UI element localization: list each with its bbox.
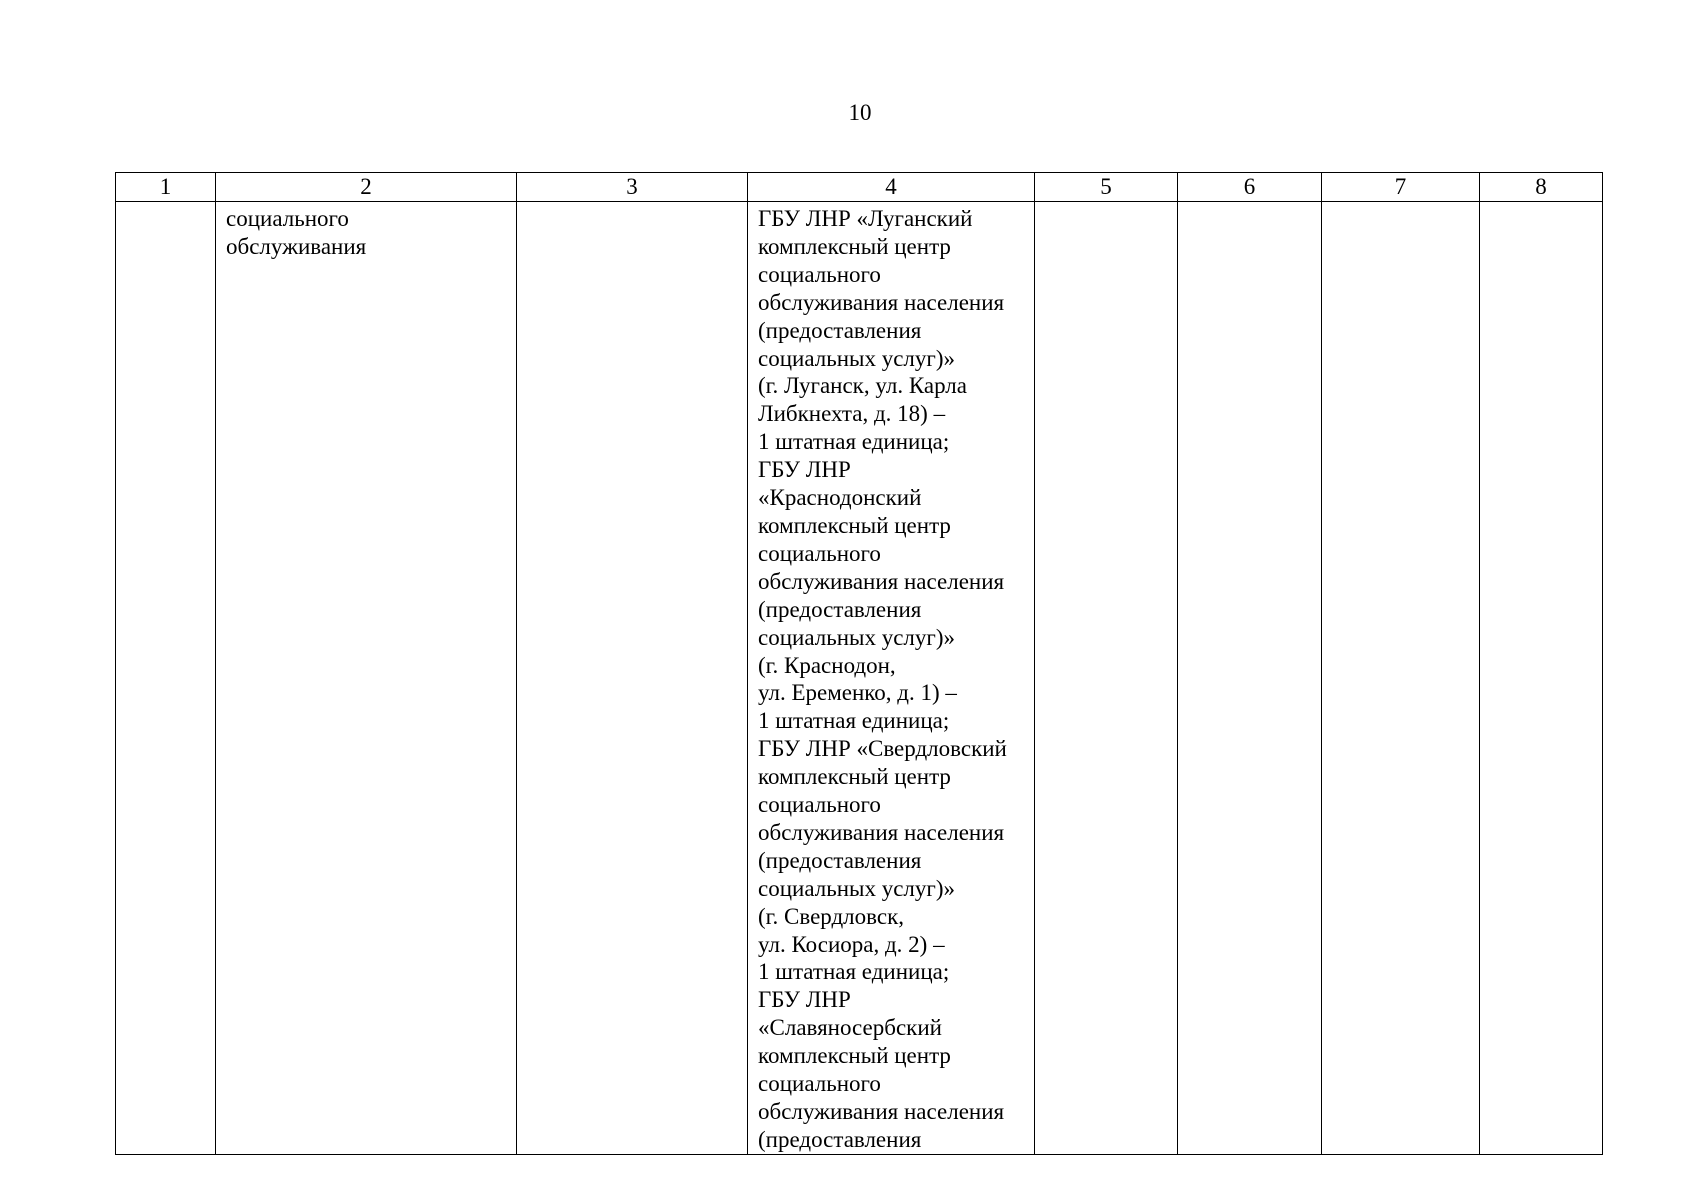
column-header-5: 5 bbox=[1035, 173, 1178, 202]
cell-text-col5 bbox=[1035, 202, 1177, 205]
column-header-1: 1 bbox=[116, 173, 216, 202]
column-header-3: 3 bbox=[517, 173, 748, 202]
table-cell-col6 bbox=[1178, 202, 1322, 1155]
cell-text-col7 bbox=[1322, 202, 1479, 205]
cell-text-col2: социального обслуживания bbox=[226, 206, 367, 259]
cell-text-col3 bbox=[517, 202, 747, 205]
column-header-7: 7 bbox=[1322, 173, 1480, 202]
table-row bbox=[116, 202, 1603, 1155]
column-header-8: 8 bbox=[1480, 173, 1603, 202]
table-cell-col4 bbox=[748, 202, 1035, 1155]
table-cell-col5 bbox=[1035, 202, 1178, 1155]
column-header-2: 2 bbox=[216, 173, 517, 202]
table-cell-col1 bbox=[116, 202, 216, 1155]
table-cell-col7 bbox=[1322, 202, 1480, 1155]
cell-text-col4: ГБУ ЛНР «Луганский комплексный центр социального обслуживания населения (предоставления социальных услуг)» (г. Луганск, ул. Карла Либкнехта, д. 18) – 1 штатная единица; ГБУ ЛНР «Краснодонский комплексный центр социального обслуживания населения (предоставления социальных услуг)» (г. Краснодон, ул. Еременко, д. 1) – 1 штатная единица; ГБУ ЛНР «Свердловский комплексный центр социального обслуживания населения (предоставления социальных услуг)» (г. Свердловск, ул. Косиора, д. 2) – 1 штатная единица; ГБУ ЛНР «Славяносербский комплексный центр социального обслуживания населения (предоставления bbox=[758, 206, 1007, 1152]
table-header-row bbox=[116, 173, 1603, 202]
column-header-4: 4 bbox=[748, 173, 1035, 202]
document-table bbox=[115, 172, 1603, 1155]
page-number: 10 bbox=[848, 100, 872, 125]
table-cell-col8 bbox=[1480, 202, 1603, 1155]
cell-text-col6 bbox=[1178, 202, 1321, 205]
cell-text-col1 bbox=[116, 202, 215, 205]
table-cell-col3 bbox=[517, 202, 748, 1155]
table-cell-col2 bbox=[216, 202, 517, 1155]
column-header-6: 6 bbox=[1178, 173, 1322, 202]
cell-text-col8 bbox=[1480, 202, 1602, 205]
